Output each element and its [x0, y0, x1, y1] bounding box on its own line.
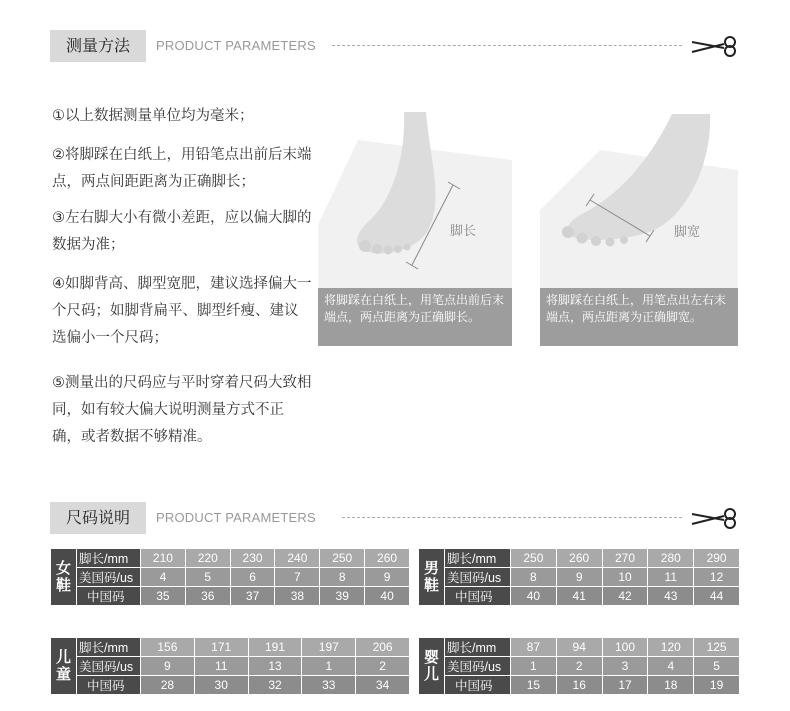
table-cell: 120	[648, 638, 694, 657]
table-cell: 206	[356, 638, 410, 657]
row-label: 美国码/us	[77, 568, 141, 587]
table-cell: 32	[248, 676, 302, 695]
row-label: 中国码	[445, 676, 511, 695]
instruction-2: ②将脚踩在白纸上，用铅笔点出前后末端点，两点间距距离为正确脚长；	[52, 147, 312, 190]
table-cell: 28	[141, 676, 195, 695]
size-section-subtitle: PRODUCT PARAMETERS	[156, 510, 316, 525]
foot-width-label: 脚宽	[674, 225, 701, 240]
scissors-icon	[690, 506, 740, 530]
table-cell: 1	[511, 657, 557, 676]
header-dashed-line	[342, 517, 682, 518]
group-label: 男鞋	[419, 549, 445, 606]
foot-width-caption: 将脚踩在白纸上，用笔点出左右末端点，两点距离为正确脚宽。	[540, 288, 738, 346]
row-label: 脚长/mm	[445, 638, 511, 657]
size-section-header	[50, 502, 740, 534]
table-cell: 191	[248, 638, 302, 657]
table-cell: 125	[694, 638, 740, 657]
row-label: 中国码	[77, 587, 141, 606]
measure-section-header	[50, 30, 740, 62]
table-cell: 10	[602, 568, 648, 587]
instruction-1: ①以上数据测量单位均为毫米；	[52, 108, 254, 124]
table-cell: 42	[602, 587, 648, 606]
group-label: 婴儿	[419, 638, 445, 695]
table-cell: 260	[365, 549, 410, 568]
table-cell: 15	[511, 676, 557, 695]
foot-length-caption: 将脚踩在白纸上，用笔点出前后末端点，两点距离为正确脚长。	[318, 288, 512, 346]
table-cell: 250	[511, 549, 557, 568]
table-cell: 94	[556, 638, 602, 657]
table-cell: 240	[275, 549, 320, 568]
table-cell: 230	[230, 549, 275, 568]
foot-length-illustration	[318, 100, 512, 288]
table-cell: 87	[511, 638, 557, 657]
table-cell: 8	[320, 568, 365, 587]
instruction-3: ③左右脚大小有微小差距，应以偏大脚的数据为准；	[52, 210, 312, 253]
table-cell: 35	[141, 587, 186, 606]
row-label: 中国码	[77, 676, 141, 695]
size-table-women	[50, 548, 410, 606]
table-cell: 1	[302, 657, 356, 676]
table-cell: 6	[230, 568, 275, 587]
table-cell: 30	[194, 676, 248, 695]
measure-section-title: 测量方法	[50, 30, 146, 62]
row-label: 脚长/mm	[77, 549, 141, 568]
table-cell: 270	[602, 549, 648, 568]
table-cell: 13	[248, 657, 302, 676]
table-cell: 40	[365, 587, 410, 606]
table-cell: 280	[648, 549, 694, 568]
table-cell: 5	[694, 657, 740, 676]
table-cell: 8	[511, 568, 557, 587]
table-cell: 9	[365, 568, 410, 587]
table-cell: 7	[275, 568, 320, 587]
table-cell: 3	[602, 657, 648, 676]
table-cell: 5	[185, 568, 230, 587]
table-cell: 9	[556, 568, 602, 587]
table-cell: 40	[511, 587, 557, 606]
table-cell: 250	[320, 549, 365, 568]
table-cell: 2	[556, 657, 602, 676]
table-cell: 43	[648, 587, 694, 606]
size-table-children	[50, 637, 410, 695]
table-cell: 38	[275, 587, 320, 606]
table-cell: 9	[141, 657, 195, 676]
foot-width-illustration	[540, 100, 738, 288]
instruction-5: ⑤测量出的尺码应与平时穿着尺码大致相同，如有较大偏大说明测量方式不正确，或者数据不够精准。	[52, 375, 312, 445]
scissors-icon	[690, 34, 740, 58]
size-table-men	[418, 548, 740, 606]
table-cell: 4	[141, 568, 186, 587]
table-cell: 4	[648, 657, 694, 676]
group-label: 儿童	[51, 638, 77, 695]
table-cell: 18	[648, 676, 694, 695]
foot-length-label: 脚长	[450, 224, 477, 239]
table-cell: 2	[356, 657, 410, 676]
row-label: 脚长/mm	[445, 549, 511, 568]
header-dashed-line	[332, 45, 682, 46]
table-cell: 11	[648, 568, 694, 587]
row-label: 美国码/us	[77, 657, 141, 676]
table-cell: 39	[320, 587, 365, 606]
group-label: 女鞋	[51, 549, 77, 606]
table-cell: 19	[694, 676, 740, 695]
size-section-title: 尺码说明	[50, 502, 146, 534]
table-cell: 34	[356, 676, 410, 695]
foot-length-panel	[318, 100, 512, 346]
table-cell: 17	[602, 676, 648, 695]
table-cell: 44	[694, 587, 740, 606]
table-cell: 100	[602, 638, 648, 657]
measure-section-subtitle: PRODUCT PARAMETERS	[156, 38, 316, 53]
size-table-infant	[418, 637, 740, 695]
row-label: 中国码	[445, 587, 511, 606]
table-cell: 220	[185, 549, 230, 568]
table-cell: 11	[194, 657, 248, 676]
instruction-4: ④如脚背高、脚型宽肥，建议选择偏大一个尺码；如脚背扁平、脚型纤瘦、建议选偏小一个尺码；	[52, 276, 312, 346]
table-cell: 197	[302, 638, 356, 657]
row-label: 脚长/mm	[77, 638, 141, 657]
table-cell: 12	[694, 568, 740, 587]
foot-width-panel	[540, 100, 738, 346]
table-cell: 171	[194, 638, 248, 657]
table-cell: 156	[141, 638, 195, 657]
table-cell: 33	[302, 676, 356, 695]
table-cell: 36	[185, 587, 230, 606]
table-cell: 41	[556, 587, 602, 606]
table-cell: 16	[556, 676, 602, 695]
table-cell: 290	[694, 549, 740, 568]
table-cell: 260	[556, 549, 602, 568]
table-cell: 210	[141, 549, 186, 568]
row-label: 美国码/us	[445, 657, 511, 676]
table-cell: 37	[230, 587, 275, 606]
row-label: 美国码/us	[445, 568, 511, 587]
